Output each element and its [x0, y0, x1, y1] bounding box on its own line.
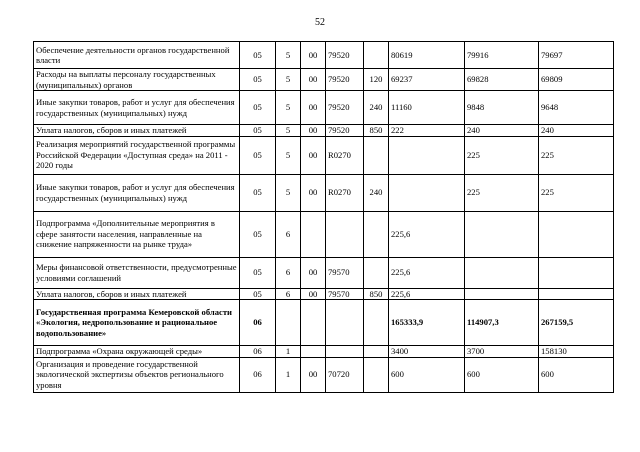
cell-code1 — [301, 346, 326, 358]
cell-section: 06 — [240, 346, 276, 358]
cell-section: 05 — [240, 257, 276, 288]
cell-y2020: 79916 — [465, 42, 539, 69]
cell-expense: 240 — [364, 91, 389, 125]
cell-y2021: 69809 — [539, 69, 614, 91]
table-row — [34, 257, 614, 288]
cell-y2020: 225 — [465, 136, 539, 174]
cell-name: Реализация мероприятий государственной программы Российской Федерации «Доступная среда» на 2011 - 2020 годы — [34, 136, 240, 174]
cell-subsection: 6 — [276, 211, 301, 257]
cell-y2021: 158130 — [539, 346, 614, 358]
cell-name: Обеспечение деятельности органов государственной власти — [34, 42, 240, 69]
cell-subsection: 6 — [276, 288, 301, 300]
cell-expense: 850 — [364, 125, 389, 137]
table-row — [34, 357, 614, 392]
cell-subsection: 1 — [276, 357, 301, 392]
cell-code2 — [326, 211, 364, 257]
cell-name: Уплата налогов, сборов и иных платежей — [34, 288, 240, 300]
cell-code2: 79520 — [326, 69, 364, 91]
cell-section: 05 — [240, 125, 276, 137]
cell-name: Государственная программа Кемеровской области «Экология, недропользование и рациональное водопользование» — [34, 300, 240, 346]
cell-subsection — [276, 300, 301, 346]
cell-section: 05 — [240, 174, 276, 211]
cell-code2 — [326, 346, 364, 358]
cell-section: 05 — [240, 69, 276, 91]
cell-subsection: 6 — [276, 257, 301, 288]
cell-code2: 79520 — [326, 125, 364, 137]
cell-code2: 79570 — [326, 257, 364, 288]
cell-expense — [364, 357, 389, 392]
cell-expense — [364, 346, 389, 358]
cell-section: 05 — [240, 42, 276, 69]
cell-expense — [364, 257, 389, 288]
table-row — [34, 300, 614, 346]
table-row — [34, 69, 614, 91]
cell-y2021: 225 — [539, 136, 614, 174]
cell-code2: 70720 — [326, 357, 364, 392]
cell-y2019: 222 — [389, 125, 465, 137]
cell-y2021: 600 — [539, 357, 614, 392]
cell-y2019: 3400 — [389, 346, 465, 358]
cell-code2 — [326, 300, 364, 346]
cell-subsection: 5 — [276, 42, 301, 69]
cell-y2020 — [465, 257, 539, 288]
cell-expense: 240 — [364, 174, 389, 211]
cell-section: 06 — [240, 300, 276, 346]
cell-y2021 — [539, 211, 614, 257]
cell-y2020: 9848 — [465, 91, 539, 125]
cell-y2020: 3700 — [465, 346, 539, 358]
cell-expense — [364, 300, 389, 346]
table-row — [34, 91, 614, 125]
cell-y2019: 225,6 — [389, 211, 465, 257]
cell-name: Расходы на выплаты персоналу государственных (муниципальных) органов — [34, 69, 240, 91]
cell-code2: 79520 — [326, 42, 364, 69]
table-row — [34, 288, 614, 300]
cell-y2020: 240 — [465, 125, 539, 137]
cell-y2019: 225,6 — [389, 257, 465, 288]
cell-y2020: 600 — [465, 357, 539, 392]
table-row — [34, 346, 614, 358]
cell-name: Иные закупки товаров, работ и услуг для обеспечения государственных (муниципальных) нужд — [34, 91, 240, 125]
cell-y2019 — [389, 174, 465, 211]
page-number: 52 — [315, 17, 325, 28]
cell-section: 05 — [240, 136, 276, 174]
cell-code1: 00 — [301, 125, 326, 137]
cell-y2020: 225 — [465, 174, 539, 211]
cell-y2019 — [389, 136, 465, 174]
cell-y2021: 267159,5 — [539, 300, 614, 346]
cell-y2019: 165333,9 — [389, 300, 465, 346]
cell-section: 05 — [240, 288, 276, 300]
cell-code1 — [301, 211, 326, 257]
cell-y2020 — [465, 211, 539, 257]
cell-y2021: 9648 — [539, 91, 614, 125]
cell-name: Иные закупки товаров, работ и услуг для обеспечения государственных (муниципальных) нужд — [34, 174, 240, 211]
cell-section: 06 — [240, 357, 276, 392]
cell-y2019: 69237 — [389, 69, 465, 91]
cell-subsection: 5 — [276, 125, 301, 137]
cell-code1: 00 — [301, 91, 326, 125]
cell-subsection: 5 — [276, 91, 301, 125]
cell-code1: 00 — [301, 357, 326, 392]
table-row — [34, 136, 614, 174]
cell-code1 — [301, 300, 326, 346]
cell-subsection: 5 — [276, 136, 301, 174]
cell-expense: 850 — [364, 288, 389, 300]
cell-expense: 120 — [364, 69, 389, 91]
table-row — [34, 42, 614, 69]
cell-code1: 00 — [301, 42, 326, 69]
cell-y2021 — [539, 288, 614, 300]
cell-name: Уплата налогов, сборов и иных платежей — [34, 125, 240, 137]
table-row — [34, 125, 614, 137]
cell-code1: 00 — [301, 257, 326, 288]
cell-y2020: 114907,3 — [465, 300, 539, 346]
cell-y2021 — [539, 257, 614, 288]
cell-expense — [364, 136, 389, 174]
cell-y2021: 79697 — [539, 42, 614, 69]
cell-subsection: 1 — [276, 346, 301, 358]
cell-code1: 00 — [301, 69, 326, 91]
cell-name: Меры финансовой ответственности, предусмотренные условиями соглашений — [34, 257, 240, 288]
cell-y2020 — [465, 288, 539, 300]
cell-code2: 79520 — [326, 91, 364, 125]
cell-y2020: 69828 — [465, 69, 539, 91]
cell-code1: 00 — [301, 174, 326, 211]
cell-code2: 79570 — [326, 288, 364, 300]
cell-section: 05 — [240, 211, 276, 257]
cell-subsection: 5 — [276, 174, 301, 211]
cell-code2: R0270 — [326, 136, 364, 174]
cell-expense — [364, 211, 389, 257]
cell-name: Подпрограмма «Охрана окружающей среды» — [34, 346, 240, 358]
cell-y2019: 600 — [389, 357, 465, 392]
table-row — [34, 211, 614, 257]
cell-expense — [364, 42, 389, 69]
cell-y2019: 225,6 — [389, 288, 465, 300]
cell-name: Организация и проведение государственной экологической экспертизы объектов регионального уровня — [34, 357, 240, 392]
cell-section: 05 — [240, 91, 276, 125]
cell-code1: 00 — [301, 136, 326, 174]
cell-subsection: 5 — [276, 69, 301, 91]
cell-y2019: 11160 — [389, 91, 465, 125]
cell-code1: 00 — [301, 288, 326, 300]
table-row — [34, 174, 614, 211]
cell-y2019: 80619 — [389, 42, 465, 69]
cell-name: Подпрограмма «Дополнительные мероприятия в сфере занятости населения, направленные на снижение напряженности на рынке труда» — [34, 211, 240, 257]
cell-y2021: 240 — [539, 125, 614, 137]
cell-y2021: 225 — [539, 174, 614, 211]
budget-table — [33, 41, 614, 393]
cell-code2: R0270 — [326, 174, 364, 211]
